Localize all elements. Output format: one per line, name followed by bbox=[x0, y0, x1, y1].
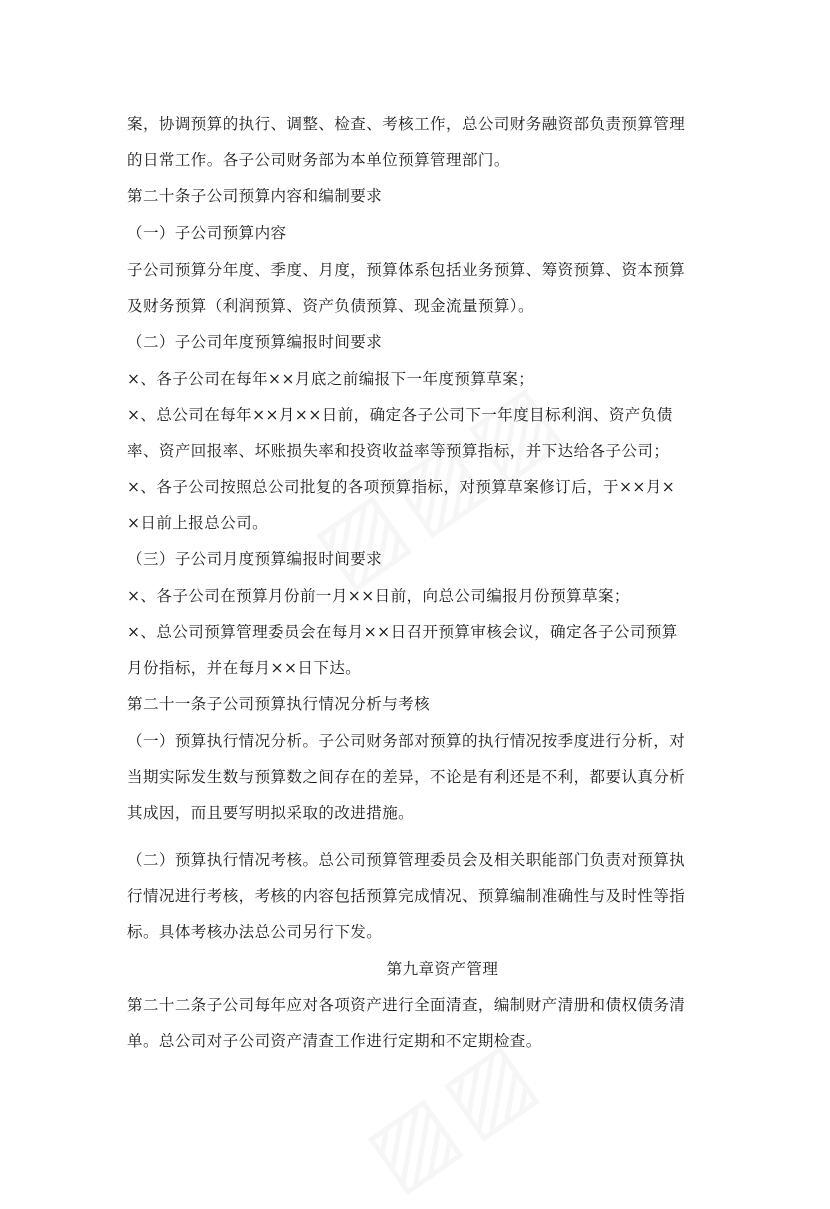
chapter-title: 第九章资产管理 bbox=[386, 960, 499, 978]
paragraph-line: （一）预算执行情况分析。子公司财务部对预算的执行情况按季度进行分析，对 bbox=[127, 732, 686, 750]
section-heading: （一）子公司预算内容 bbox=[127, 224, 287, 242]
article-heading: 第二十二条子公司每年应对各项资产进行全面清查，编制财产清册和债权债务清 bbox=[127, 996, 686, 1014]
list-item: ×、总公司在每年××月××日前，确定各子公司下一年度目标利润、资产负债 bbox=[127, 406, 673, 424]
list-item: 率、资产回报率、坏账损失率和投资收益率等预算指标，并下达给各子公司； bbox=[127, 442, 670, 460]
list-item: ×日前上报总公司。 bbox=[127, 514, 269, 532]
paragraph-line: 单。总公司对子公司资产清查工作进行定期和不定期检查。 bbox=[127, 1032, 542, 1050]
paragraph-line: 行情况进行考核，考核的内容包括预算完成情况、预算编制准确性与及时性等指 bbox=[127, 887, 686, 905]
list-item: ×、各子公司在预算月份前一月××日前，向总公司编报月份预算草案； bbox=[127, 587, 630, 605]
list-item: ×、总公司预算管理委员会在每月××日召开预算审核会议，确定各子公司预算 bbox=[127, 623, 678, 641]
paragraph-line: 当期实际发生数与预算数之间存在的差异，不论是有利还是不利，都要认真分析 bbox=[127, 768, 686, 786]
list-item: ×、各子公司按照总公司批复的各项预算指标，对预算草案修订后，于××月× bbox=[127, 478, 676, 496]
paragraph-line: 子公司预算分年度、季度、月度，预算体系包括业务预算、筹资预算、资本预算 bbox=[127, 261, 686, 279]
paragraph-line: 的日常工作。各子公司财务部为本单位预算管理部门。 bbox=[127, 151, 510, 169]
paragraph-line: （二）预算执行情况考核。总公司预算管理委员会及相关职能部门负责对预算执 bbox=[127, 851, 686, 869]
section-heading: （三）子公司月度预算编报时间要求 bbox=[127, 550, 383, 568]
paragraph-line: 及财务预算（利润预算、资产负债预算、现金流量预算）。 bbox=[127, 297, 534, 315]
paragraph-line: 标。具体考核办法总公司另行下发。 bbox=[127, 923, 383, 941]
paragraph-line: 其成因，而且要写明拟采取的改进措施。 bbox=[127, 804, 415, 822]
list-item: 月份指标，并在每月××日下达。 bbox=[127, 659, 362, 677]
article-heading: 第二十一条子公司预算执行情况分析与考核 bbox=[127, 695, 431, 713]
paragraph-line: 案，协调预算的执行、调整、检查、考核工作，总公司财务融资部负责预算管理 bbox=[127, 115, 686, 133]
section-heading: （二）子公司年度预算编报时间要求 bbox=[127, 333, 383, 351]
article-heading: 第二十条子公司预算内容和编制要求 bbox=[127, 187, 383, 205]
list-item: ×、各子公司在每年××月底之前编报下一年度预算草案； bbox=[127, 370, 535, 388]
